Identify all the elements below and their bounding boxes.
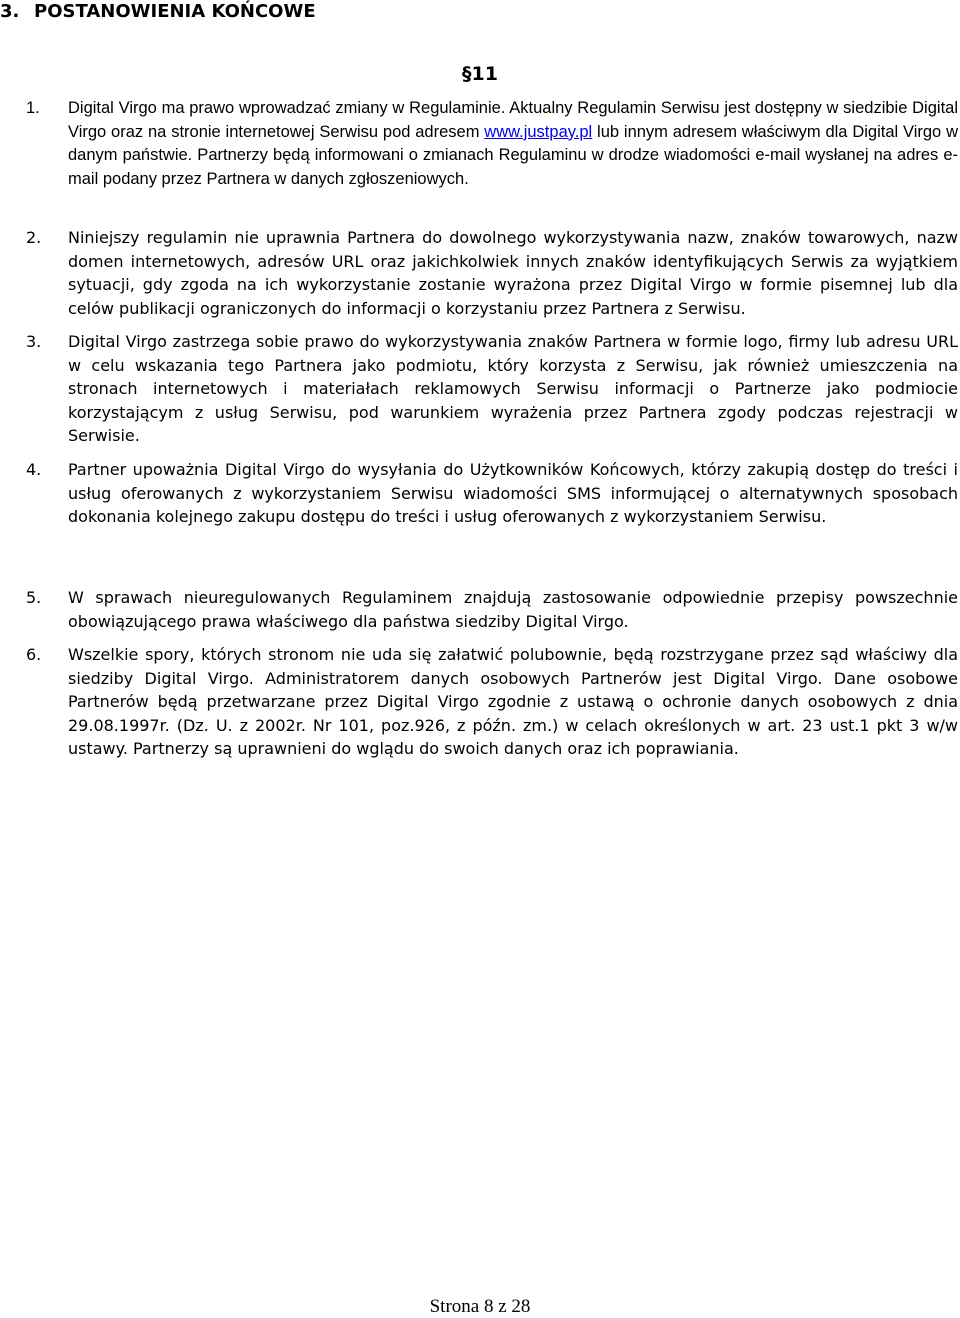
list-item-1 — [26, 97, 958, 191]
paragraph-number — [0, 63, 960, 85]
list-item-text: Digital Virgo zastrzega sobie prawo do wykorzystywania znaków Partnera w formie logo, firmy lub adresu URL w celu wskazania tego Partnera jako podmiotu, który korzysta z Serwisu, jak również umieszczenia na stronach internetowych i materiałach reklamowych Serwisu informacji o Partnerze jako podmiocie korzystającym z usług Serwisu, pod warunkiem wyrażenia przez Partnera zgody podczas rejestracji w Serwisie. — [68, 332, 958, 446]
list-item-4 — [26, 458, 958, 529]
section-heading — [0, 1, 316, 22]
list-item-text: Wszelkie spory, których stronom nie uda się załatwić polubownie, będą rozstrzygane przez sąd właściwy dla siedziby Digital Virgo. Administratorem danych osobowych Partnerów jest Digital Virgo. Dane osobowe Partnerów będą przetwarzane przez Digital Virgo zgodnie z ustawą o ochronie danych osobowych z dnia 29.08.1997r. (Dz. U. z 2002r. Nr 101, poz.926, z późn. zm.) w celach określonych w art. 23 ust.1 pkt 3 w/w ustawy. Partnerzy są uprawnieni do wglądu do swoich danych oraz ich poprawiania. — [68, 645, 958, 759]
justpay-link[interactable]: www.justpay.pl — [484, 122, 593, 141]
list-item-text: Niniejszy regulamin nie uprawnia Partnera do dowolnego wykorzystywania nazw, znaków towarowych, nazw domen internetowych, adresów URL oraz jakichkolwiek innych znaków identyfikujących Serwis za wyjątkiem sytuacji, gdy zgoda na ich wykorzystanie zostanie wyrażona przez Digital Virgo w formie pisemnej lub dla celów publikacji ograniczonych do informacji o korzystaniu przez Partnera z Serwisu. — [68, 228, 958, 318]
list-item-3 — [26, 330, 958, 448]
list-item-number: 2. — [26, 228, 42, 247]
list-item-text: Partner upoważnia Digital Virgo do wysyłania do Użytkowników Końcowych, którzy zakupią dostęp do treści i usług oferowanych z wykorzystaniem Serwisu wiadomości SMS informującej o alternatywnych sposobach dokonania kolejnego zakupu dostępu do treści i usług oferowanych z wykorzystaniem Serwisu. — [68, 460, 958, 527]
paragraph-symbol: §11 — [462, 63, 498, 85]
list-item-text: W sprawach nieuregulowanych Regulaminem znajdują zastosowanie odpowiednie przepisy powszechnie obowiązującego prawa właściwego dla państwa siedziby Digital Virgo. — [68, 588, 958, 631]
list-item-2 — [26, 226, 958, 320]
section-heading-number: 3. — [0, 1, 20, 22]
page-footer — [0, 1296, 960, 1318]
list-item-number: 6. — [26, 645, 42, 664]
list-item-number: 5. — [26, 588, 42, 607]
list-item-number: 3. — [26, 332, 42, 351]
list-item-text-part: lub innym adresem właściwym dla Digital Virgo w danym państwie. Partnerzy będą informowani o zmianach Regulaminu w drodze wiadomości e-mail wysłanej na adres e-mail podany przez Partnera w danych zgłoszeniowych. — [68, 122, 958, 188]
section-heading-title: POSTANOWIENIA KOŃCOWE — [34, 1, 316, 22]
list-item-number: 1. — [26, 99, 40, 117]
list-item-6 — [26, 643, 958, 761]
list-item-text-part: Digital Virgo ma prawo wprowadzać zmiany w Regulaminie. Aktualny Regulamin Serwisu jest dostępny w siedzibie Digital Virgo oraz na stronie internetowej Serwisu pod adresem — [68, 99, 958, 141]
list-item-5 — [26, 586, 958, 633]
list-item-number: 4. — [26, 460, 42, 479]
page-number: Strona 8 z 28 — [429, 1296, 531, 1317]
